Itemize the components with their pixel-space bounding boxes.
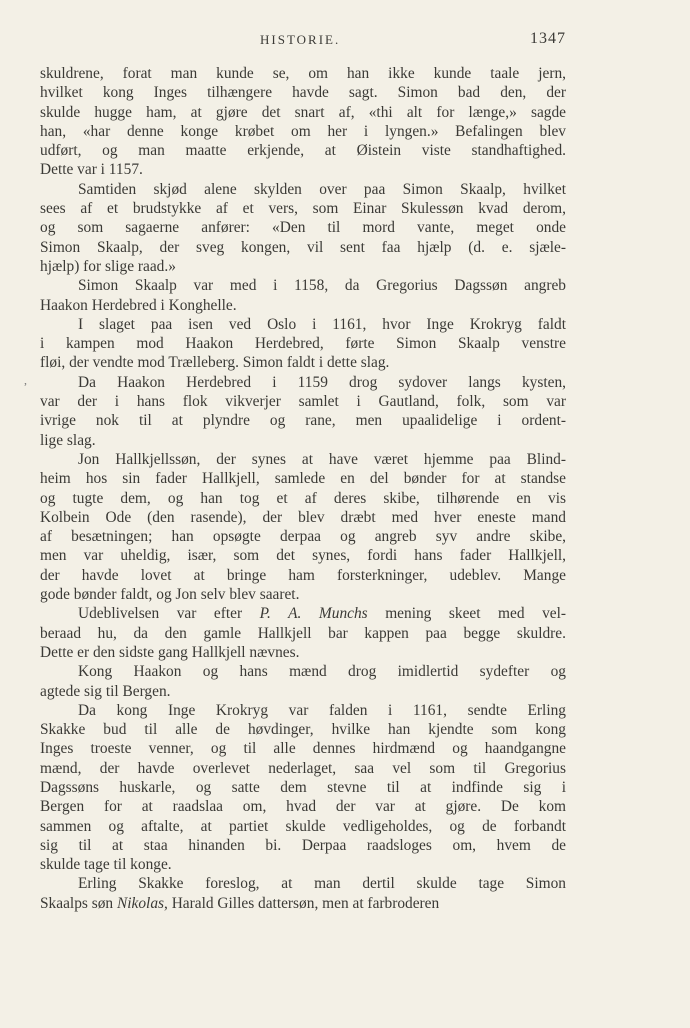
line-text: Erling Skakke foreslog, at man dertil skulde tage Simon bbox=[78, 875, 566, 893]
text-line bbox=[40, 411, 566, 430]
line-text: var der i hans flok vikverjer samlet i Gautland, folk, som var bbox=[40, 393, 566, 411]
text-line bbox=[40, 334, 566, 353]
line-text: og tugte dem, og han tog et af deres skibe, tilhørende en vis bbox=[40, 489, 566, 507]
line-text: Da kong Inge Krokryg var falden i 1161, sendte Erling bbox=[78, 701, 566, 719]
text-line bbox=[40, 83, 566, 102]
text-line bbox=[40, 739, 566, 758]
line-text: mænd, der havde overlevet nederlaget, saa vel som til Gregorius bbox=[40, 759, 566, 777]
text-line bbox=[40, 797, 566, 816]
text-line bbox=[40, 662, 566, 681]
text-line bbox=[40, 122, 566, 141]
line-text: udført, og man maatte erkjende, at Øistein viste standhaftighed. bbox=[40, 142, 566, 160]
text-line bbox=[40, 353, 566, 372]
text-line bbox=[40, 257, 566, 276]
line-text: Skakke bud til alle de høvdinger, hvilke han kjendte som kong bbox=[40, 721, 566, 739]
line-text: i kampen mod Haakon Herdebred, førte Simon Skaalp venstre bbox=[40, 335, 566, 353]
text-line bbox=[40, 508, 566, 527]
line-text: Simon Skaalp var med i 1158, da Gregorius Dagssøn angreb bbox=[78, 277, 566, 295]
text-line bbox=[40, 604, 566, 623]
line-text: sammen og aftalte, at partiet skulde vedligeholdes, og de forbandt bbox=[40, 817, 566, 835]
paragraph bbox=[40, 373, 566, 450]
paragraph bbox=[40, 450, 566, 604]
text-line bbox=[40, 64, 566, 83]
text-line bbox=[40, 392, 566, 411]
line-text: og som sagaerne anfører: «Den til mord vante, meget onde bbox=[40, 219, 566, 237]
line-text: Jon Hallkjellssøn, der synes at have været hjemme paa Blind- bbox=[78, 450, 566, 468]
line-text: Haakon Herdebred i Konghelle. bbox=[40, 296, 237, 314]
running-title: HISTORIE. bbox=[260, 32, 341, 47]
paragraph bbox=[40, 701, 566, 875]
line-text: gode bønder faldt, og Jon selv blev saaret. bbox=[40, 586, 300, 604]
text-line bbox=[40, 778, 566, 797]
line-text: skuldrene, forat man kunde se, om han ikke kunde taale jern, bbox=[40, 65, 566, 82]
line-text: Simon Skaalp, der sveg kongen, vil sent faa hjælp (d. e. sjæle- bbox=[40, 238, 566, 256]
text-line bbox=[40, 199, 566, 218]
line-text: sees af et brudstykke af et vers, som Einar Skulessøn kvad derom, bbox=[40, 200, 566, 218]
text-line bbox=[40, 489, 566, 508]
paragraph bbox=[40, 604, 566, 662]
line-text: Skaalps søn bbox=[40, 894, 117, 912]
text-line bbox=[40, 759, 566, 778]
text-line bbox=[40, 103, 566, 122]
text-line bbox=[40, 682, 566, 701]
line-text: Da Haakon Herdebred i 1159 drog sydover langs kysten, bbox=[78, 373, 566, 391]
line-text: heim hos sin fader Hallkjell, samlede en del bønder for at standse bbox=[40, 470, 566, 488]
line-text: Dagssøns huskarle, og satte dem stevne til at indfinde sig i bbox=[40, 778, 566, 796]
italic-name: P. A. Munchs bbox=[259, 605, 368, 623]
line-text: agtede sig til Bergen. bbox=[40, 682, 171, 700]
text-line bbox=[40, 218, 566, 237]
text-line bbox=[40, 469, 566, 488]
line-text: men var uheldig, især, som det synes, fordi hans fader Hallkjell, bbox=[40, 547, 566, 565]
line-text: Dette er den sidste gang Hallkjell nævnes. bbox=[40, 643, 300, 661]
text-line bbox=[40, 894, 566, 913]
paragraph bbox=[40, 662, 566, 701]
text-line bbox=[40, 720, 566, 739]
text-line bbox=[40, 141, 566, 160]
text-line bbox=[40, 855, 566, 874]
line-text: Inges troeste venner, og til alle dennes hirdmænd og haandgangne bbox=[40, 740, 566, 758]
paragraph bbox=[40, 180, 566, 276]
line-text: han, «har denne konge krøbet om her i lyngen.» Befalingen blev bbox=[40, 122, 566, 140]
italic-name: Nikolas bbox=[116, 894, 164, 912]
paragraph bbox=[40, 64, 566, 180]
text-line bbox=[40, 836, 566, 855]
text-line bbox=[40, 701, 566, 720]
page-number: 1347 bbox=[530, 30, 566, 47]
line-text: , Harald Gilles dattersøn, men at farbroderen bbox=[164, 894, 440, 912]
text-line bbox=[40, 874, 566, 893]
line-text: Dette var i 1157. bbox=[40, 161, 143, 179]
text-line bbox=[40, 315, 566, 334]
text-line bbox=[40, 238, 566, 257]
line-text: lige slag. bbox=[40, 431, 96, 449]
line-text: ivrige nok til at plyndre og rane, men upaalidelige i ordent- bbox=[40, 412, 566, 430]
line-text: skulde tage til konge. bbox=[40, 856, 172, 874]
line-text: fløi, der vendte mod Trælleberg. Simon faldt i dette slag. bbox=[40, 354, 390, 372]
text-line bbox=[40, 450, 566, 469]
line-text: mening skeet med vel- bbox=[367, 605, 566, 623]
line-text: hjælp) for slige raad.» bbox=[40, 257, 176, 275]
text-line bbox=[40, 431, 566, 450]
line-text: hvilket kong Inges tilhængere havde sagt. Simon bad den, der bbox=[40, 84, 566, 102]
paragraph bbox=[40, 276, 566, 315]
line-text: Samtiden skjød alene skylden over paa Simon Skaalp, hvilket bbox=[78, 180, 566, 198]
text-line bbox=[40, 817, 566, 836]
text-line bbox=[40, 624, 566, 643]
line-text: beraad hu, da den gamle Hallkjell bar kappen paa begge skuldre. bbox=[40, 624, 566, 642]
margin-mark: , bbox=[24, 373, 27, 387]
text-line bbox=[40, 373, 566, 392]
paragraph bbox=[40, 315, 566, 373]
line-text: Bergen for at raadslaa om, hvad der var at gjøre. De kom bbox=[40, 798, 566, 816]
text-line bbox=[40, 180, 566, 199]
line-text: skulde hugge ham, at gjøre det snart af, «thi alt for længe,» sagde bbox=[40, 103, 566, 121]
line-text: der havde lovet at bringe ham forsterkninger, udeblev. Mange bbox=[40, 566, 566, 584]
line-text: af besætningen; han opsøgte derpaa og angreb syv andre skibe, bbox=[40, 528, 566, 546]
line-text: I slaget paa isen ved Oslo i 1161, hvor Inge Krokryg faldt bbox=[78, 315, 566, 333]
text-line bbox=[40, 296, 566, 315]
text-line bbox=[40, 585, 566, 604]
text-line bbox=[40, 643, 566, 662]
text-line bbox=[40, 546, 566, 565]
body-text bbox=[40, 64, 566, 913]
text-line bbox=[40, 527, 566, 546]
text-line bbox=[40, 160, 566, 179]
page-header bbox=[40, 32, 566, 54]
line-text: sig til at staa hinanden bi. Derpaa raadsloges om, hvem de bbox=[40, 836, 566, 854]
line-text: Kong Haakon og hans mænd drog imidlertid sydefter og bbox=[78, 663, 566, 681]
line-text: Udeblivelsen var efter bbox=[78, 605, 260, 623]
line-text: Kolbein Ode (den rasende), der blev dræbt med hver eneste mand bbox=[40, 508, 566, 526]
text-line bbox=[40, 276, 566, 295]
text-line bbox=[40, 566, 566, 585]
paragraph bbox=[40, 874, 566, 913]
